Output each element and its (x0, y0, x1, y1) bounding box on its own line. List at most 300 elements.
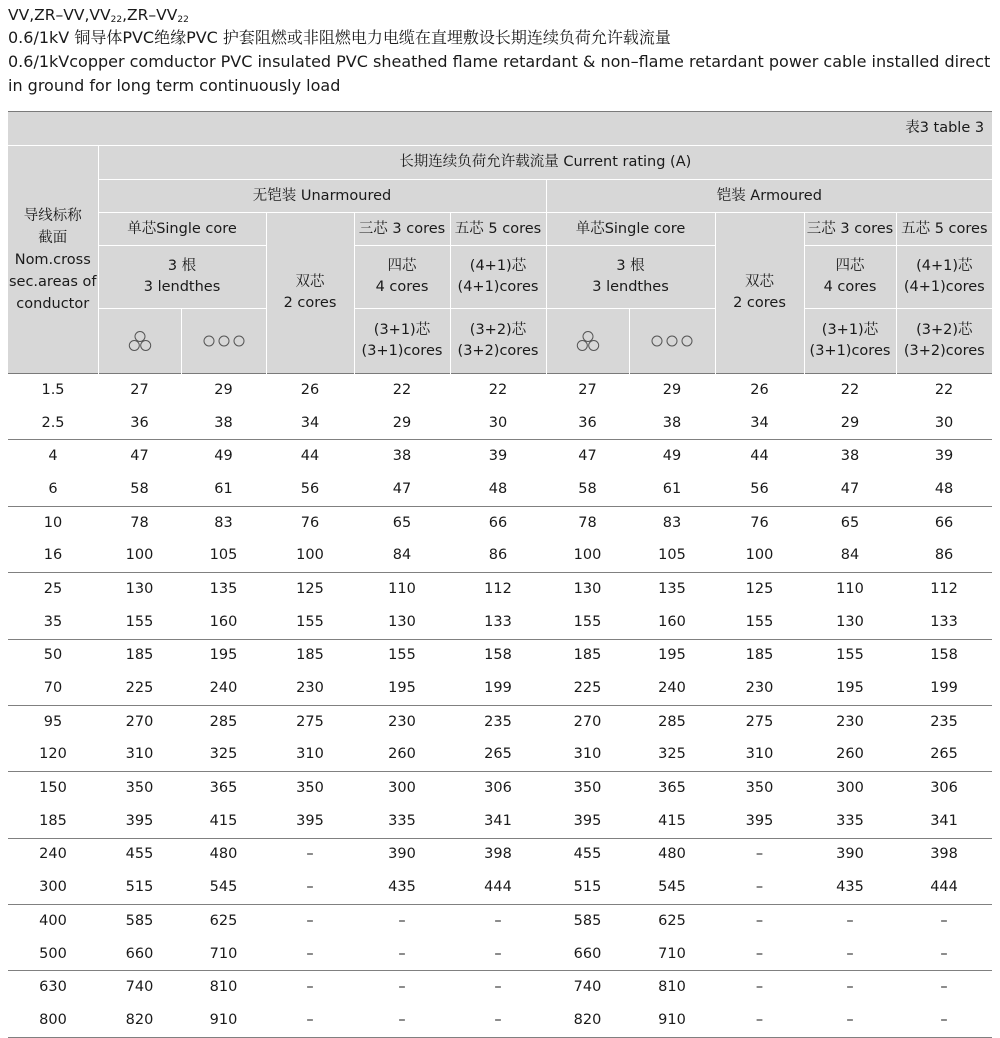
rating-cell: 820 (546, 1004, 629, 1037)
rating-cell: 810 (658, 979, 686, 996)
rating-cell: 49 (662, 448, 682, 465)
table-row (8, 971, 992, 1004)
rating-cell: – (940, 979, 948, 996)
rating-cell: 125 (296, 580, 324, 597)
three-lengths-cn: 3 根 (167, 258, 197, 274)
rating-cell: – (306, 846, 314, 863)
two-cores-cn: 双芯 (745, 274, 774, 290)
rating-cell: 133 (896, 606, 992, 639)
rating-cell: 48 (450, 473, 546, 506)
rating-cell: – (266, 871, 354, 904)
two-cores-en: 2 cores (733, 295, 786, 311)
three-plus-two-cn: (3+2)芯 (469, 322, 527, 338)
rating-cell: – (450, 1004, 546, 1037)
rating-cell: – (846, 979, 854, 996)
rating-cell: 235 (484, 713, 512, 730)
rating-cell: 39 (488, 448, 508, 465)
rating-cell: 265 (450, 739, 546, 772)
rating-cell: 65 (840, 514, 860, 531)
rating-cell: 30 (896, 407, 992, 440)
rating-cell: 285 (209, 713, 238, 730)
rating-cell: – (755, 846, 764, 863)
three-plus-one-header (354, 309, 450, 374)
three-plus-one-en: (3+1)cores (361, 343, 443, 359)
section-cell: 400 (39, 912, 67, 929)
title-english-1: 0.6/1kVcopper comductor PVC insulated PVC sheathed flame retardant & non–flame retardant power cable installed direct (8, 52, 991, 71)
rating-cell: 76 (300, 514, 320, 531)
rating-cell: 22 (804, 374, 896, 407)
rating-cell: 285 (658, 713, 686, 730)
rating-cell: 325 (181, 739, 266, 772)
section-cell: 10 (43, 514, 63, 531)
rating-cell: 110 (836, 580, 864, 597)
rating-cell: 155 (715, 606, 804, 639)
rating-cell: 398 (484, 846, 512, 863)
section-cell: 25 (43, 580, 63, 597)
four-cores-en: 4 cores (375, 279, 429, 295)
three-plus-one-cn: (3+1)芯 (373, 322, 431, 338)
table-row (8, 440, 992, 473)
flat-formation-icon (181, 309, 266, 374)
rating-cell: 225 (546, 672, 629, 705)
rating-cell: 158 (930, 647, 958, 664)
rating-cell: – (494, 979, 502, 996)
rating-cell: – (354, 938, 450, 971)
three-plus-one-header (804, 309, 896, 374)
two-cores-header (715, 213, 804, 374)
rating-cell: 135 (209, 580, 238, 597)
table-row (8, 506, 992, 539)
rating-cell: 130 (573, 580, 602, 597)
four-cores-en: 4 cores (823, 279, 877, 295)
rating-cell: – (715, 1004, 804, 1037)
rating-cell: 625 (209, 912, 238, 929)
rating-cell: 78 (578, 514, 597, 531)
rating-cell: – (306, 912, 314, 929)
rating-cell: 480 (209, 846, 238, 863)
rating-cell: 225 (98, 672, 181, 705)
rating-cell: 38 (181, 407, 266, 440)
five-cores-header: 五芯 5 cores (896, 213, 992, 246)
three-lengths-header (546, 246, 715, 309)
rating-cell: 155 (836, 647, 864, 664)
title-block (8, 4, 992, 98)
rating-cell: 112 (484, 580, 512, 597)
title-english-2: in ground for long term continuously load (8, 76, 341, 95)
rating-cell: – (398, 912, 406, 929)
unarmoured-header: 无铠装 Unarmoured (98, 180, 546, 213)
rating-cell: 29 (629, 374, 715, 407)
section-cell: 240 (39, 846, 67, 863)
rating-cell: 125 (745, 580, 774, 597)
table-row (8, 705, 992, 738)
table-row (8, 1004, 992, 1037)
rating-cell: 66 (934, 514, 954, 531)
table-row (8, 374, 992, 407)
section-cell: 500 (8, 938, 98, 971)
rating-cell: 660 (98, 938, 181, 971)
rating-cell: 44 (750, 448, 769, 465)
rating-cell: 158 (484, 647, 512, 664)
table-caption-row (8, 112, 992, 146)
rating-cell: 27 (546, 374, 629, 407)
rating-cell: 240 (629, 672, 715, 705)
rating-cell: 195 (804, 672, 896, 705)
rating-cell: 105 (181, 539, 266, 572)
section-cell: 630 (39, 979, 67, 996)
rating-cell: – (494, 912, 502, 929)
rating-cell: 195 (658, 647, 686, 664)
rating-cell: 47 (578, 448, 597, 465)
rating-cell: 341 (450, 805, 546, 838)
three-plus-two-en: (3+2)cores (903, 343, 985, 359)
rating-cell: 49 (214, 448, 233, 465)
three-plus-two-header (450, 309, 546, 374)
rating-cell: 29 (354, 407, 450, 440)
rating-cell: 310 (98, 739, 181, 772)
rating-cell: 47 (354, 473, 450, 506)
section-cell: 120 (8, 739, 98, 772)
rating-cell: 100 (715, 539, 804, 572)
rating-cell: 515 (546, 871, 629, 904)
rating-cell: 585 (573, 912, 602, 929)
rating-cell: 910 (629, 1004, 715, 1037)
five-cores-header: 五芯 5 cores (450, 213, 546, 246)
title-chinese: 0.6/1kV 铜导体PVC绝缘PVC 护套阻燃或非阻燃电力电缆在直埋敷设长期连续负荷允许载流量 (8, 28, 671, 47)
rating-cell: 133 (450, 606, 546, 639)
rating-cell: 185 (745, 647, 774, 664)
section-cell: 6 (8, 473, 98, 506)
rating-cell: – (940, 912, 948, 929)
table-row (8, 871, 992, 904)
rating-cell: 820 (98, 1004, 181, 1037)
rating-cell: 625 (658, 912, 686, 929)
rating-cell: 86 (450, 539, 546, 572)
rating-cell: 112 (930, 580, 958, 597)
trefoil-icon (546, 309, 629, 374)
three-plus-one-en: (3+1)cores (809, 343, 891, 359)
rating-cell: 910 (181, 1004, 266, 1037)
rating-cell: 310 (715, 739, 804, 772)
rating-cell: 185 (125, 647, 154, 664)
rating-cell: 22 (896, 374, 992, 407)
rating-cell: 29 (181, 374, 266, 407)
section-cell: 185 (8, 805, 98, 838)
rating-cell: 135 (658, 580, 686, 597)
three-plus-two-cn: (3+2)芯 (916, 322, 973, 338)
section-cell: 1.5 (8, 374, 98, 407)
rating-cell: – (804, 1004, 896, 1037)
rating-cell: 444 (896, 871, 992, 904)
rating-cell: 275 (296, 713, 324, 730)
rating-cell: 350 (125, 780, 154, 797)
rating-cell: 230 (266, 672, 354, 705)
current-rating-table (8, 111, 992, 1038)
rating-cell: 195 (209, 647, 238, 664)
trefoil-icon (98, 309, 181, 374)
table-row (8, 639, 992, 672)
rating-cell: 455 (573, 846, 602, 863)
model-subscript: 22 (177, 15, 189, 25)
model-text: VV,ZR–VV,VV (8, 6, 111, 24)
single-core-header: 单芯Single core (546, 213, 715, 246)
armoured-header: 铠装 Armoured (546, 180, 992, 213)
rating-cell: 235 (930, 713, 958, 730)
rating-cell: – (715, 938, 804, 971)
section-cell: 800 (8, 1004, 98, 1037)
rating-cell: – (896, 1004, 992, 1037)
table-row (8, 407, 992, 440)
rating-cell: 86 (896, 539, 992, 572)
rating-cell: 61 (629, 473, 715, 506)
header-row-1 (8, 146, 992, 180)
rating-cell: 38 (392, 448, 412, 465)
rating-cell: 415 (181, 805, 266, 838)
four-plus-one-en: (4+1)cores (457, 279, 539, 295)
table-row (8, 805, 992, 838)
header-row-4 (8, 246, 992, 309)
rating-cell: 350 (296, 780, 324, 797)
rating-cell: 350 (573, 780, 602, 797)
rating-cell: 810 (209, 979, 238, 996)
section-label-en2: sec.areas of (8, 273, 97, 290)
rating-cell: – (306, 979, 314, 996)
two-cores-header (266, 213, 354, 374)
rating-cell: 230 (715, 672, 804, 705)
rating-cell: 38 (840, 448, 860, 465)
rating-cell: 56 (266, 473, 354, 506)
rating-cell: 27 (98, 374, 181, 407)
rating-cell: 47 (130, 448, 149, 465)
rating-cell: 100 (546, 539, 629, 572)
section-label-en3: conductor (16, 295, 90, 312)
rating-cell: 84 (804, 539, 896, 572)
three-lengths-en: 3 lendthes (592, 279, 669, 295)
rating-cell: 22 (354, 374, 450, 407)
three-lengths-header (98, 246, 266, 309)
four-plus-one-cn: (4+1)芯 (469, 258, 527, 274)
rating-cell: 195 (354, 672, 450, 705)
rating-cell: 39 (934, 448, 954, 465)
three-cores-header: 三芯 3 cores (804, 213, 896, 246)
rating-cell: 100 (266, 539, 354, 572)
rating-cell: 740 (573, 979, 602, 996)
rating-cell: 185 (296, 647, 324, 664)
rating-cell: 240 (181, 672, 266, 705)
rating-cell: 230 (388, 713, 416, 730)
rating-cell: 78 (130, 514, 149, 531)
table-row (8, 539, 992, 572)
rating-cell: – (266, 1004, 354, 1037)
rating-cell: – (804, 938, 896, 971)
two-cores-en: 2 cores (283, 295, 337, 311)
flat-formation-icon (629, 309, 715, 374)
rating-cell: 306 (930, 780, 958, 797)
rating-cell: 435 (804, 871, 896, 904)
table-row (8, 606, 992, 639)
rating-cell: 83 (662, 514, 682, 531)
rating-cell: 260 (354, 739, 450, 772)
table-row (8, 473, 992, 506)
rating-cell: 350 (745, 780, 774, 797)
rating-cell: 710 (181, 938, 266, 971)
header-row-3 (8, 213, 992, 246)
rating-cell: 395 (98, 805, 181, 838)
rating-cell: 26 (715, 374, 804, 407)
rating-cell: 660 (546, 938, 629, 971)
rating-cell: 585 (125, 912, 154, 929)
rating-cell: – (896, 938, 992, 971)
section-column-header (8, 146, 98, 374)
section-label-cn2: 截面 (38, 229, 68, 246)
rating-cell: 155 (98, 606, 181, 639)
table-row (8, 905, 992, 938)
rating-cell: 335 (354, 805, 450, 838)
rating-cell: 36 (98, 407, 181, 440)
section-cell: 50 (43, 647, 63, 664)
rating-cell: 435 (354, 871, 450, 904)
rating-cell: 270 (573, 713, 602, 730)
rating-cell: 300 (388, 780, 416, 797)
four-plus-one-cn: (4+1)芯 (916, 258, 973, 274)
rating-cell: 415 (629, 805, 715, 838)
rating-cell: 455 (125, 846, 154, 863)
rating-cell: 48 (896, 473, 992, 506)
rating-cell: 230 (836, 713, 864, 730)
rating-cell: – (755, 912, 764, 929)
rating-cell: 395 (715, 805, 804, 838)
three-cores-header: 三芯 3 cores (354, 213, 450, 246)
section-cell: 70 (8, 672, 98, 705)
section-cell: 300 (8, 871, 98, 904)
four-plus-one-header (896, 246, 992, 309)
rating-cell: – (755, 979, 764, 996)
four-plus-one-en: (4+1)cores (903, 279, 985, 295)
rating-cell: 155 (388, 647, 416, 664)
table-row (8, 838, 992, 871)
rating-cell: 310 (266, 739, 354, 772)
rating-cell: 155 (546, 606, 629, 639)
rating-cell: – (398, 979, 406, 996)
rating-cell: 26 (266, 374, 354, 407)
four-cores-header (804, 246, 896, 309)
rating-cell: 395 (546, 805, 629, 838)
model-subscript: 22 (110, 15, 123, 25)
rating-cell: – (450, 938, 546, 971)
rating-cell: 275 (745, 713, 774, 730)
two-cores-cn: 双芯 (295, 274, 325, 290)
rating-cell: 61 (181, 473, 266, 506)
rating-cell: 130 (804, 606, 896, 639)
rating-cell: 306 (484, 780, 512, 797)
rating-cell: 390 (388, 846, 416, 863)
table-row (8, 772, 992, 805)
table-caption: 表3 table 3 (8, 112, 992, 146)
section-cell: 95 (43, 713, 63, 730)
rating-cell: 398 (930, 846, 958, 863)
section-cell: 150 (39, 780, 67, 797)
rating-cell: 160 (181, 606, 266, 639)
rating-cell: – (354, 1004, 450, 1037)
rating-cell: 29 (804, 407, 896, 440)
three-lengths-cn: 3 根 (616, 258, 645, 274)
rating-cell: 515 (98, 871, 181, 904)
rating-cell: 84 (354, 539, 450, 572)
rating-cell: – (715, 871, 804, 904)
section-cell: 2.5 (8, 407, 98, 440)
rating-cell: 444 (450, 871, 546, 904)
rating-cell: 335 (804, 805, 896, 838)
three-plus-one-cn: (3+1)芯 (821, 322, 879, 338)
rating-cell: 545 (181, 871, 266, 904)
four-cores-header (354, 246, 450, 309)
single-core-header: 单芯Single core (98, 213, 266, 246)
section-label-cn: 导线标称 (23, 207, 82, 224)
rating-cell: 260 (804, 739, 896, 772)
table-row (8, 938, 992, 971)
rating-cell: 44 (300, 448, 320, 465)
rating-cell: 185 (573, 647, 602, 664)
rating-cell: 395 (266, 805, 354, 838)
rating-cell: 30 (450, 407, 546, 440)
rating-cell: 56 (715, 473, 804, 506)
rating-cell: 22 (450, 374, 546, 407)
rating-cell: – (846, 912, 854, 929)
rating-cell: 160 (629, 606, 715, 639)
rating-cell: 58 (98, 473, 181, 506)
rating-cell: 740 (125, 979, 154, 996)
rating-cell: 710 (629, 938, 715, 971)
four-plus-one-header (450, 246, 546, 309)
three-plus-two-en: (3+2)cores (457, 343, 539, 359)
rating-cell: – (266, 938, 354, 971)
table-row (8, 573, 992, 606)
rating-cell: 310 (546, 739, 629, 772)
section-label-en1: Nom.cross (14, 251, 91, 268)
three-lengths-en: 3 lendthes (143, 279, 221, 295)
rating-cell: 130 (125, 580, 154, 597)
rating-cell: 36 (546, 407, 629, 440)
header-row-5 (8, 309, 992, 374)
rating-cell: 545 (629, 871, 715, 904)
table-row (8, 739, 992, 772)
rating-cell: 265 (896, 739, 992, 772)
rating-cell: 300 (836, 780, 864, 797)
rating-cell: 365 (658, 780, 686, 797)
rating-cell: 199 (896, 672, 992, 705)
model-text: ,ZR–VV (122, 6, 178, 24)
rating-cell: 76 (750, 514, 769, 531)
rating-cell: 47 (804, 473, 896, 506)
rating-cell: 83 (214, 514, 233, 531)
rating-cell: 100 (98, 539, 181, 572)
rating-cell: 365 (209, 780, 238, 797)
rating-cell: 110 (388, 580, 416, 597)
table-body (8, 374, 992, 1038)
rating-cell: 66 (488, 514, 508, 531)
rating-cell: 155 (266, 606, 354, 639)
four-cores-cn: 四芯 (387, 258, 417, 274)
section-cell: 35 (8, 606, 98, 639)
model-line (8, 4, 992, 26)
rating-cell: 105 (629, 539, 715, 572)
rating-cell: 130 (354, 606, 450, 639)
rating-cell: 390 (836, 846, 864, 863)
rating-cell: 199 (450, 672, 546, 705)
rating-cell: 341 (896, 805, 992, 838)
rating-cell: 325 (629, 739, 715, 772)
current-rating-header: 长期连续负荷允许载流量 Current rating (A) (98, 146, 992, 180)
